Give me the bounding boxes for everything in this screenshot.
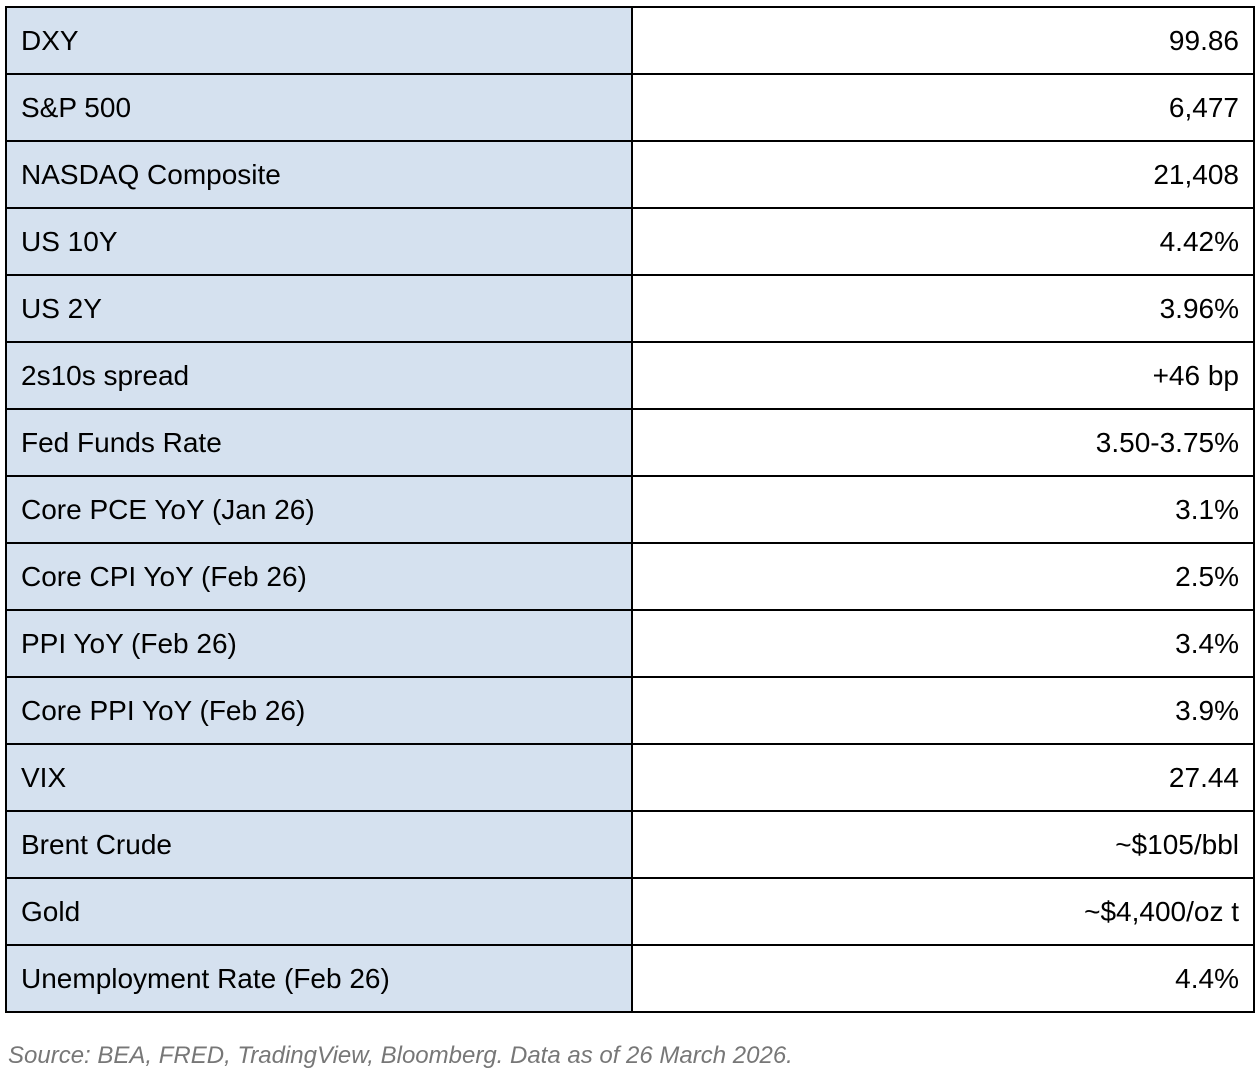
row-label: Brent Crude: [6, 811, 632, 878]
row-label: Fed Funds Rate: [6, 409, 632, 476]
row-label: PPI YoY (Feb 26): [6, 610, 632, 677]
row-value: 27.44: [632, 744, 1254, 811]
row-label: Core PPI YoY (Feb 26): [6, 677, 632, 744]
row-label: Core PCE YoY (Jan 26): [6, 476, 632, 543]
market-data-table-body: [6, 7, 1254, 1012]
table-row: [6, 677, 1254, 744]
row-value: ~$105/bbl: [632, 811, 1254, 878]
row-label: NASDAQ Composite: [6, 141, 632, 208]
row-value: 3.96%: [632, 275, 1254, 342]
row-label: Core CPI YoY (Feb 26): [6, 543, 632, 610]
row-label: Gold: [6, 878, 632, 945]
row-label: US 10Y: [6, 208, 632, 275]
row-value: 6,477: [632, 74, 1254, 141]
table-row: [6, 141, 1254, 208]
table-row: [6, 744, 1254, 811]
row-label: DXY: [6, 7, 632, 74]
table-row: [6, 610, 1254, 677]
table-row: [6, 476, 1254, 543]
table-row: [6, 543, 1254, 610]
row-value: 2.5%: [632, 543, 1254, 610]
row-value: 4.4%: [632, 945, 1254, 1012]
row-label: VIX: [6, 744, 632, 811]
row-label: Unemployment Rate (Feb 26): [6, 945, 632, 1012]
row-value: 3.1%: [632, 476, 1254, 543]
table-row: [6, 945, 1254, 1012]
table-row: [6, 74, 1254, 141]
market-data-table: [5, 6, 1255, 1013]
table-row: [6, 7, 1254, 74]
table-row: [6, 811, 1254, 878]
row-value: 4.42%: [632, 208, 1254, 275]
row-label: US 2Y: [6, 275, 632, 342]
source-note: Source: BEA, FRED, TradingView, Bloomberg. Data as of 26 March 2026.: [8, 1042, 793, 1069]
row-value: 3.4%: [632, 610, 1254, 677]
table-row: [6, 208, 1254, 275]
row-value: 99.86: [632, 7, 1254, 74]
table-row: [6, 409, 1254, 476]
row-value: 3.9%: [632, 677, 1254, 744]
table-row: [6, 275, 1254, 342]
table-row: [6, 878, 1254, 945]
row-value: 3.50-3.75%: [632, 409, 1254, 476]
row-value: 21,408: [632, 141, 1254, 208]
row-label: 2s10s spread: [6, 342, 632, 409]
row-label: S&P 500: [6, 74, 632, 141]
row-value: +46 bp: [632, 342, 1254, 409]
table-row: [6, 342, 1254, 409]
row-value: ~$4,400/oz t: [632, 878, 1254, 945]
